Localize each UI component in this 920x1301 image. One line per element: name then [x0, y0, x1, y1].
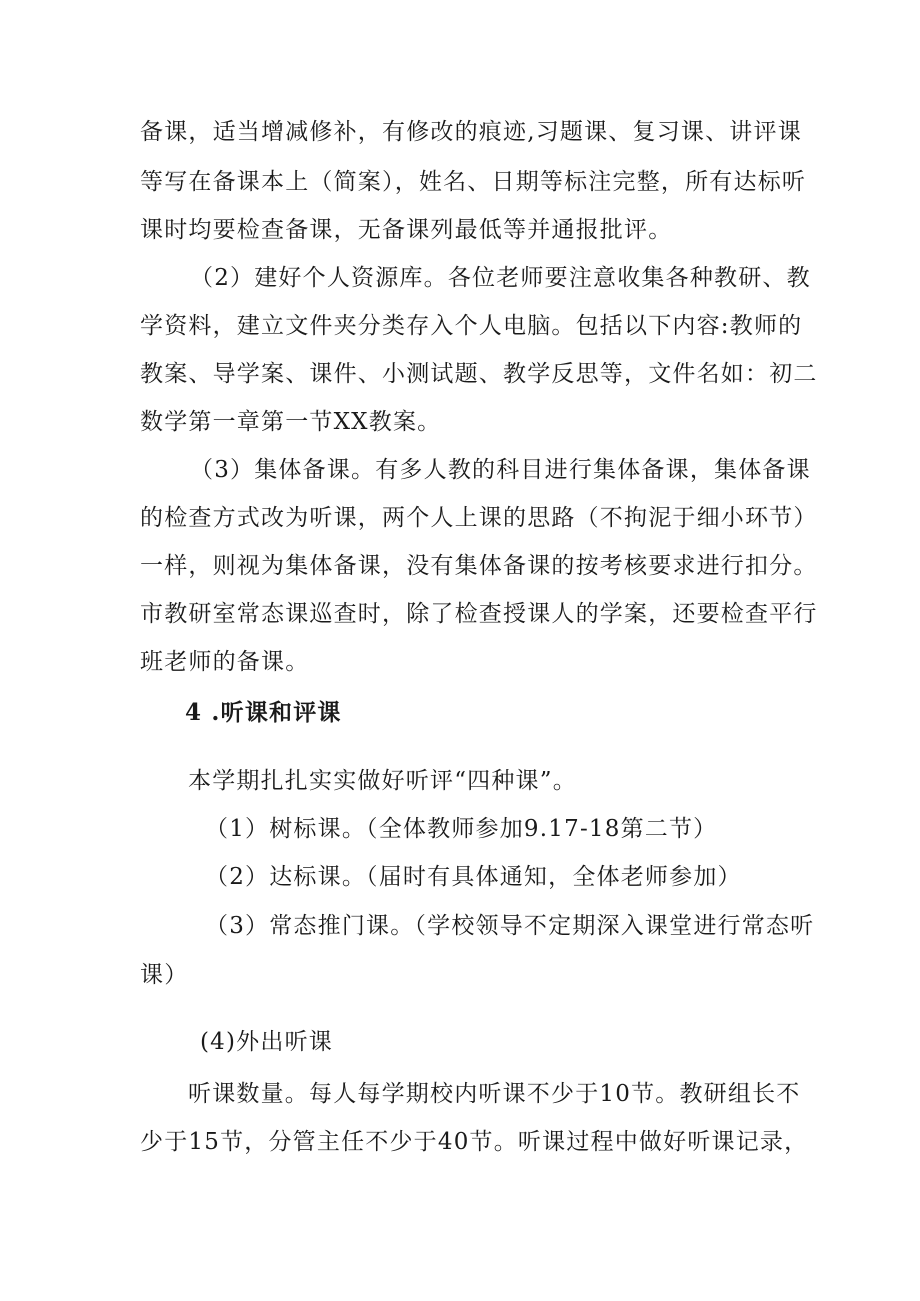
paragraph-line: 教案、导学案、课件、小测试题、教学反思等，文件名如：初二: [140, 361, 818, 387]
paragraph-line: 课时均要检查备课，无备课列最低等并通报批评。: [140, 217, 673, 243]
paragraph-line: 市教研室常态课巡查时，除了检查授课人的学案，还要检查平行: [140, 601, 818, 627]
list-item: （2）达标课。（届时有具体通知，全体老师参加）: [205, 864, 742, 890]
paragraph-line: 课）: [140, 962, 189, 988]
list-item: （1）树标课。（全体教师参加9.17-18第二节）: [205, 816, 718, 842]
paragraph-line: 本学期扎扎实实做好听评“四种课”。: [188, 768, 577, 794]
paragraph-line: 备课，适当增减修补，有修改的痕迹,习题课、复习课、讲评课: [140, 119, 802, 145]
paragraph-line: 班老师的备课。: [140, 649, 310, 675]
paragraph-line: 等写在备课本上（简案），姓名、日期等标注完整，所有达标听: [140, 169, 807, 195]
paragraph-line: 一样，则视为集体备课，没有集体备课的按考核要求进行扣分。: [140, 553, 818, 579]
paragraph-line: 听课数量。每人每学期校内听课不少于10节。教研组长不: [188, 1081, 801, 1107]
paragraph-line: （3）集体备课。有多人教的科目进行集体备课，集体备课: [190, 457, 811, 483]
paragraph-line: 数学第一章第一节XX教案。: [140, 409, 442, 435]
paragraph-line: 学资料，建立文件夹分类存入个人电脑。包括以下内容:教师的: [140, 313, 803, 339]
list-item: (4)外出听课: [200, 1029, 333, 1055]
paragraph-line: （2）建好个人资源库。各位老师要注意收集各种教研、教: [190, 265, 811, 291]
section-heading: 4 .听课和评课: [185, 699, 342, 726]
list-item: （3）常态推门课。（学校领导不定期深入课堂进行常态听: [205, 913, 815, 939]
paragraph-line: 少于15节，分管主任不少于40节。听课过程中做好听课记录，: [140, 1129, 809, 1155]
paragraph-line: 的检查方式改为听课，两个人上课的思路（不拘泥于细小环节）: [140, 505, 818, 531]
